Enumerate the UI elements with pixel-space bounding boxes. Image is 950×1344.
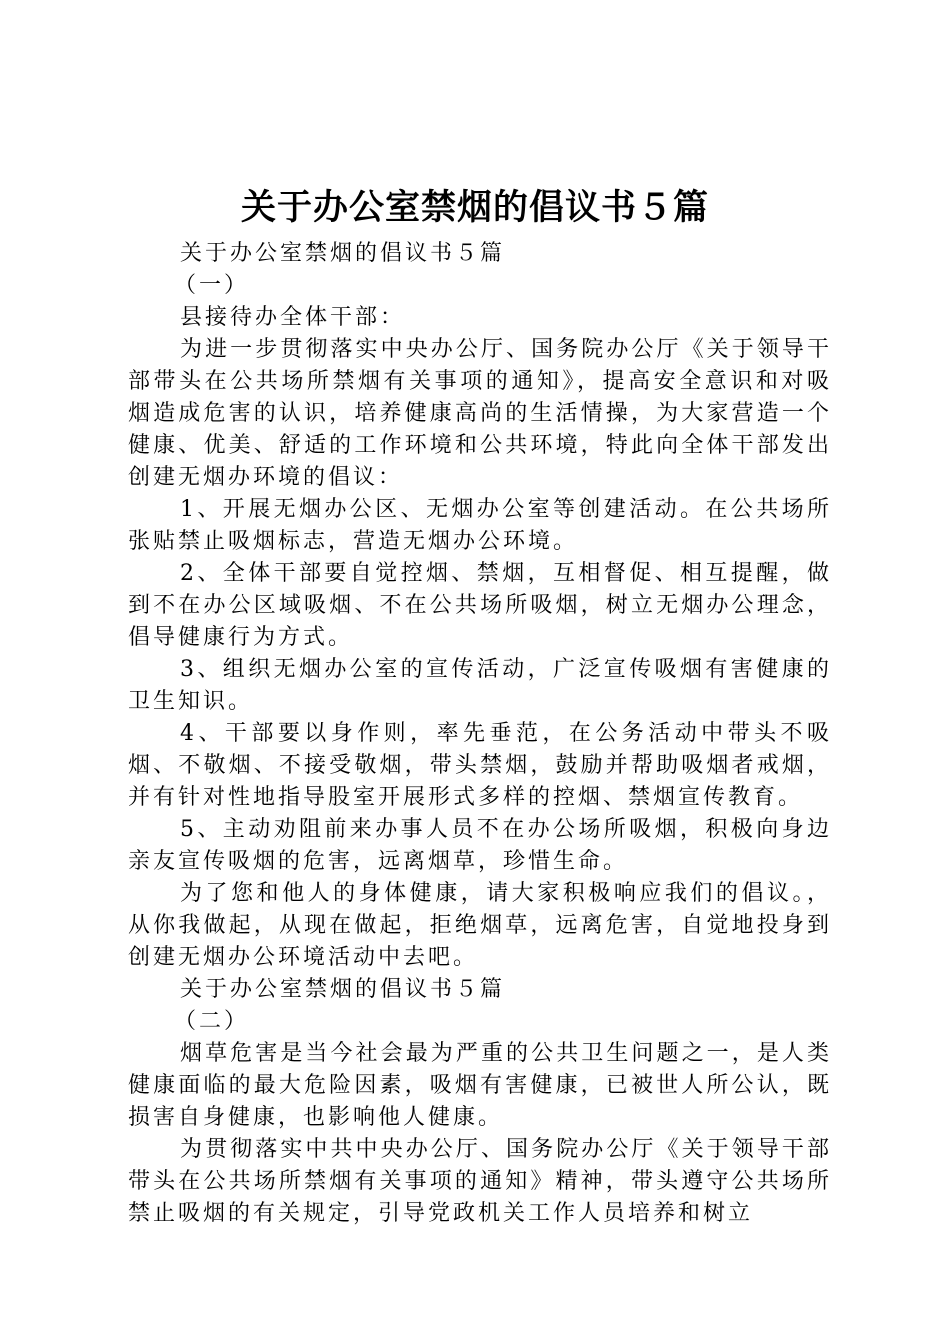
closing-paragraph: 为了您和他人的身体健康，请大家积极响应我们的倡议。，从你我做起，从现在做起，拒绝烟草，远离危害，自觉地投身到创建无烟办公环境活动中去吧。: [128, 881, 832, 970]
salutation: 县接待办全体干部：: [180, 305, 406, 330]
list-item-1: 1、开展无烟办公区、无烟办公室等创建活动。在公共场所张贴禁止吸烟标志，营造无烟办公环境。: [128, 497, 832, 554]
list-item-2: 2、全体干部要自觉控烟、禁烟，互相督促、相互提醒，做到不在办公区域吸烟、不在公共场所吸烟，树立无烟办公理念，倡导健康行为方式。: [128, 561, 832, 650]
list-item-5: 5、主动劝阻前来办事人员不在办公场所吸烟，积极向身边亲友宣传吸烟的危害，远离烟草，珍惜生命。: [128, 817, 832, 874]
repeated-heading-1: 关于办公室禁烟的倡议书５篇: [180, 241, 506, 266]
body-paragraph: 烟草危害是当今社会最为严重的公共卫生问题之一，是人类健康面临的最大危险因素，吸烟有害健康，已被世人所公认，既损害自身健康，也影响他人健康。: [128, 1041, 832, 1130]
section-number-2: （二）: [174, 1009, 250, 1034]
list-item-3: 3、组织无烟办公室的宣传活动，广泛宣传吸烟有害健康的卫生知识。: [128, 657, 832, 714]
repeated-heading-2: 关于办公室禁烟的倡议书５篇: [180, 977, 506, 1002]
body-paragraph: 为进一步贯彻落实中央办公厅、国务院办公厅《关于领导干部带头在公共场所禁烟有关事项的通知》，提高安全意识和对吸烟造成危害的认识，培养健康高尚的生活情操，为大家营造一个健康、优美、舒适的工作环境和公共环境，特此向全体干部发出创建无烟办环境的倡议：: [128, 337, 832, 490]
body-paragraph: 为贯彻落实中共中央办公厅、国务院办公厅《关于领导干部带头在公共场所禁烟有关事项的通知》精神，带头遵守公共场所禁止吸烟的有关规定，引导党政机关工作人员培养和树立: [128, 1137, 832, 1226]
list-item-4: 4、干部要以身作则，率先垂范，在公务活动中带头不吸烟、不敬烟、不接受敬烟，带头禁烟，鼓励并帮助吸烟者戒烟，并有针对性地指导股室开展形式多样的控烟、禁烟宣传教育。: [128, 721, 832, 810]
document-body: [128, 238, 832, 1230]
document-title: 关于办公室禁烟的倡议书５篇: [240, 188, 709, 228]
section-number-1: （一）: [174, 273, 250, 298]
